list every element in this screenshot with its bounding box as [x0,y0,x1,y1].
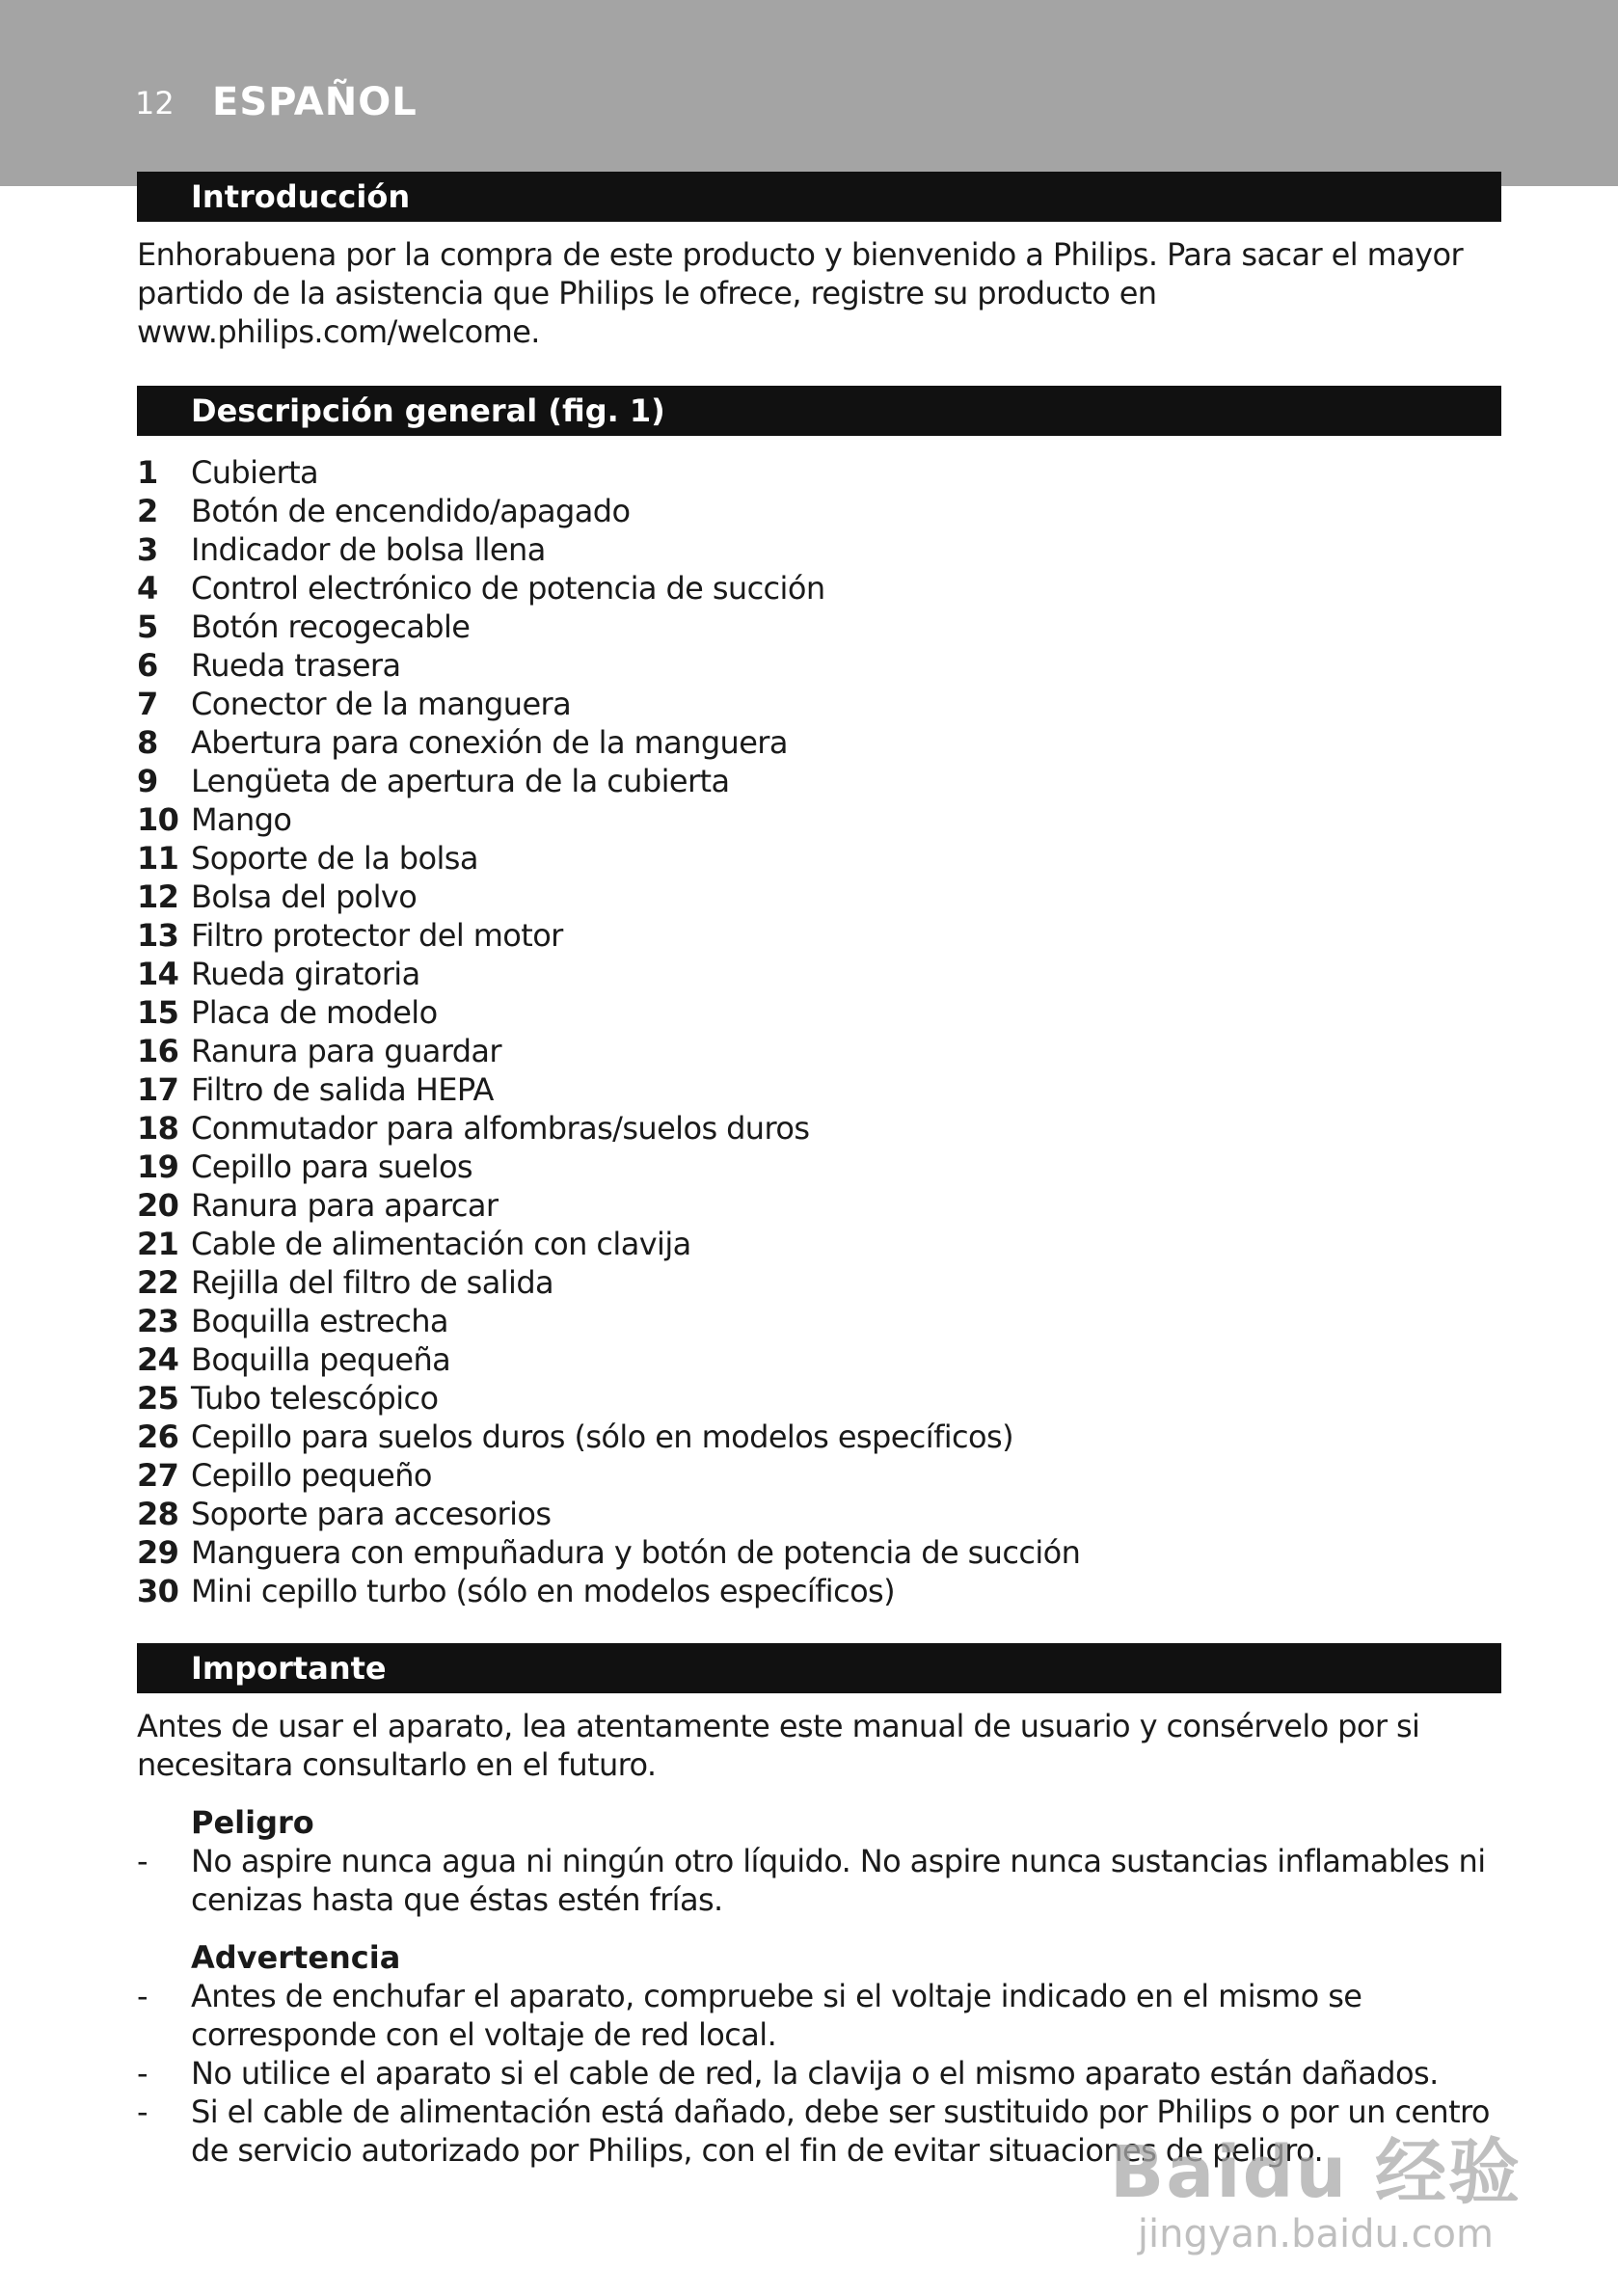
list-item [137,878,1501,916]
section-overview-heading: Descripción general (fig. 1) [137,386,1501,436]
item-label: Ranura para guardar [191,1033,501,1069]
item-label: Conmutador para alfombras/suelos duros [191,1110,810,1147]
bullet-dash: - [137,1978,148,2014]
item-number: 24 [137,1341,179,1378]
item-number: 15 [137,994,179,1031]
item-number: 25 [137,1380,179,1417]
list-item [137,1109,1501,1148]
list-item [137,492,1501,530]
item-label: Soporte para accesorios [191,1496,552,1532]
list-item [137,608,1501,646]
page-number: 12 [135,85,175,122]
list-item [137,1340,1501,1379]
item-label: Botón de encendido/apagado [191,493,631,529]
item-number: 18 [137,1110,179,1147]
danger-list [137,1842,1501,1919]
header-band [0,0,1618,186]
item-label: Mini cepillo turbo (sólo en modelos específicos) [191,1573,896,1609]
important-paragraph: Antes de usar el aparato, lea atentamente este manual de usuario y consérvelo por si necesitara consultarlo en el futuro. [137,1708,1420,1783]
list-item [137,955,1501,993]
list-item [137,1302,1501,1340]
item-label: Rueda giratoria [191,956,420,992]
item-label: Soporte de la bolsa [191,840,478,877]
item-number: 13 [137,917,179,954]
item-number: 5 [137,608,158,645]
warning-heading: Advertencia [191,1939,401,1976]
list-item [137,993,1501,1032]
bullet-dash: - [137,2055,148,2092]
item-label: Rejilla del filtro de salida [191,1264,554,1301]
page-content [137,172,1501,2170]
item-label: Indicador de bolsa llena [191,531,546,568]
list-item [137,723,1501,762]
list-item [137,1263,1501,1302]
list-item [137,453,1501,492]
item-number: 10 [137,801,179,838]
list-item [137,1495,1501,1533]
item-number: 17 [137,1071,179,1108]
item-number: 7 [137,686,158,722]
item-label: Cepillo para suelos [191,1148,473,1185]
list-item [137,839,1501,878]
item-label: Cepillo pequeño [191,1457,432,1494]
list-item [137,1379,1501,1418]
overview-list [137,453,1501,1610]
section-intro-heading: Introducción [137,172,1501,222]
item-number: 21 [137,1226,179,1262]
item-number: 1 [137,454,158,491]
item-label: Conector de la manguera [191,686,572,722]
item-number: 27 [137,1457,179,1494]
list-item [137,1456,1501,1495]
danger-heading: Peligro [191,1804,314,1841]
bullet-text: No utilice el aparato si el cable de red, la clavija o el mismo aparato están dañados. [191,2055,1439,2092]
item-number: 30 [137,1573,179,1609]
item-label: Filtro de salida HEPA [191,1071,494,1108]
list-item [137,530,1501,569]
item-number: 23 [137,1303,179,1339]
bullet-text: Si el cable de alimentación está dañado, debe ser sustituido por Philips o por un centro de servicio autorizado por Philips, con el fin de evitar situaciones de peligro. [191,2093,1490,2169]
item-label: Cepillo para suelos duros (sólo en modelos específicos) [191,1418,1013,1455]
item-label: Lengüeta de apertura de la cubierta [191,763,730,799]
bullet-item [137,1977,1501,2054]
bullet-dash: - [137,1843,148,1879]
item-number: 14 [137,956,179,992]
item-label: Placa de modelo [191,994,438,1031]
item-number: 12 [137,878,179,915]
item-number: 11 [137,840,179,877]
item-number: 29 [137,1534,179,1571]
item-label: Cubierta [191,454,319,491]
list-item [137,762,1501,800]
list-item [137,916,1501,955]
bullet-item [137,2054,1501,2093]
list-item [137,1418,1501,1456]
section-important-heading: Importante [137,1643,1501,1693]
list-item [137,685,1501,723]
item-number: 26 [137,1418,179,1455]
bullet-item [137,1842,1501,1919]
item-number: 2 [137,493,158,529]
item-number: 4 [137,570,158,607]
list-item [137,1032,1501,1070]
intro-paragraph: Enhorabuena por la compra de este producto y bienvenido a Philips. Para sacar el mayor partido de la asistencia que Philips le ofrece, registre su producto en www.philips.com/welcome. [137,236,1464,350]
item-number: 8 [137,724,158,761]
language-title: ESPAÑOL [212,80,418,124]
item-number: 22 [137,1264,179,1301]
item-label: Rueda trasera [191,647,401,684]
item-number: 6 [137,647,158,684]
list-item [137,800,1501,839]
item-label: Abertura para conexión de la manguera [191,724,788,761]
item-label: Manguera con empuñadura y botón de potencia de succión [191,1534,1081,1571]
item-label: Ranura para aparcar [191,1187,499,1224]
item-number: 28 [137,1496,179,1532]
bullet-text: No aspire nunca agua ni ningún otro líquido. No aspire nunca sustancias inflamables ni cenizas hasta que éstas estén frías. [191,1843,1486,1918]
list-item [137,1572,1501,1610]
item-label: Boquilla estrecha [191,1303,448,1339]
item-number: 3 [137,531,158,568]
bullet-text: Antes de enchufar el aparato, compruebe si el voltaje indicado en el mismo se corresponde con el voltaje de red local. [191,1978,1362,2053]
item-label: Tubo telescópico [191,1380,439,1417]
watermark-main: Baidu 经验 [1109,2131,1522,2214]
item-number: 16 [137,1033,179,1069]
item-label: Cable de alimentación con clavija [191,1226,691,1262]
item-label: Filtro protector del motor [191,917,563,954]
item-label: Control electrónico de potencia de succión [191,570,825,607]
list-item [137,1148,1501,1186]
list-item [137,569,1501,608]
item-label: Boquilla pequeña [191,1341,451,1378]
watermark-url: jingyan.baidu.com [1137,2212,1494,2256]
bullet-dash: - [137,2093,148,2130]
item-label: Bolsa del polvo [191,878,418,915]
list-item [137,1225,1501,1263]
list-item [137,646,1501,685]
list-item [137,1533,1501,1572]
item-number: 9 [137,763,158,799]
item-label: Mango [191,801,292,838]
baidu-watermark [1109,2131,1522,2257]
item-number: 20 [137,1187,179,1224]
list-item [137,1070,1501,1109]
item-number: 19 [137,1148,179,1185]
list-item [137,1186,1501,1225]
item-label: Botón recogecable [191,608,471,645]
